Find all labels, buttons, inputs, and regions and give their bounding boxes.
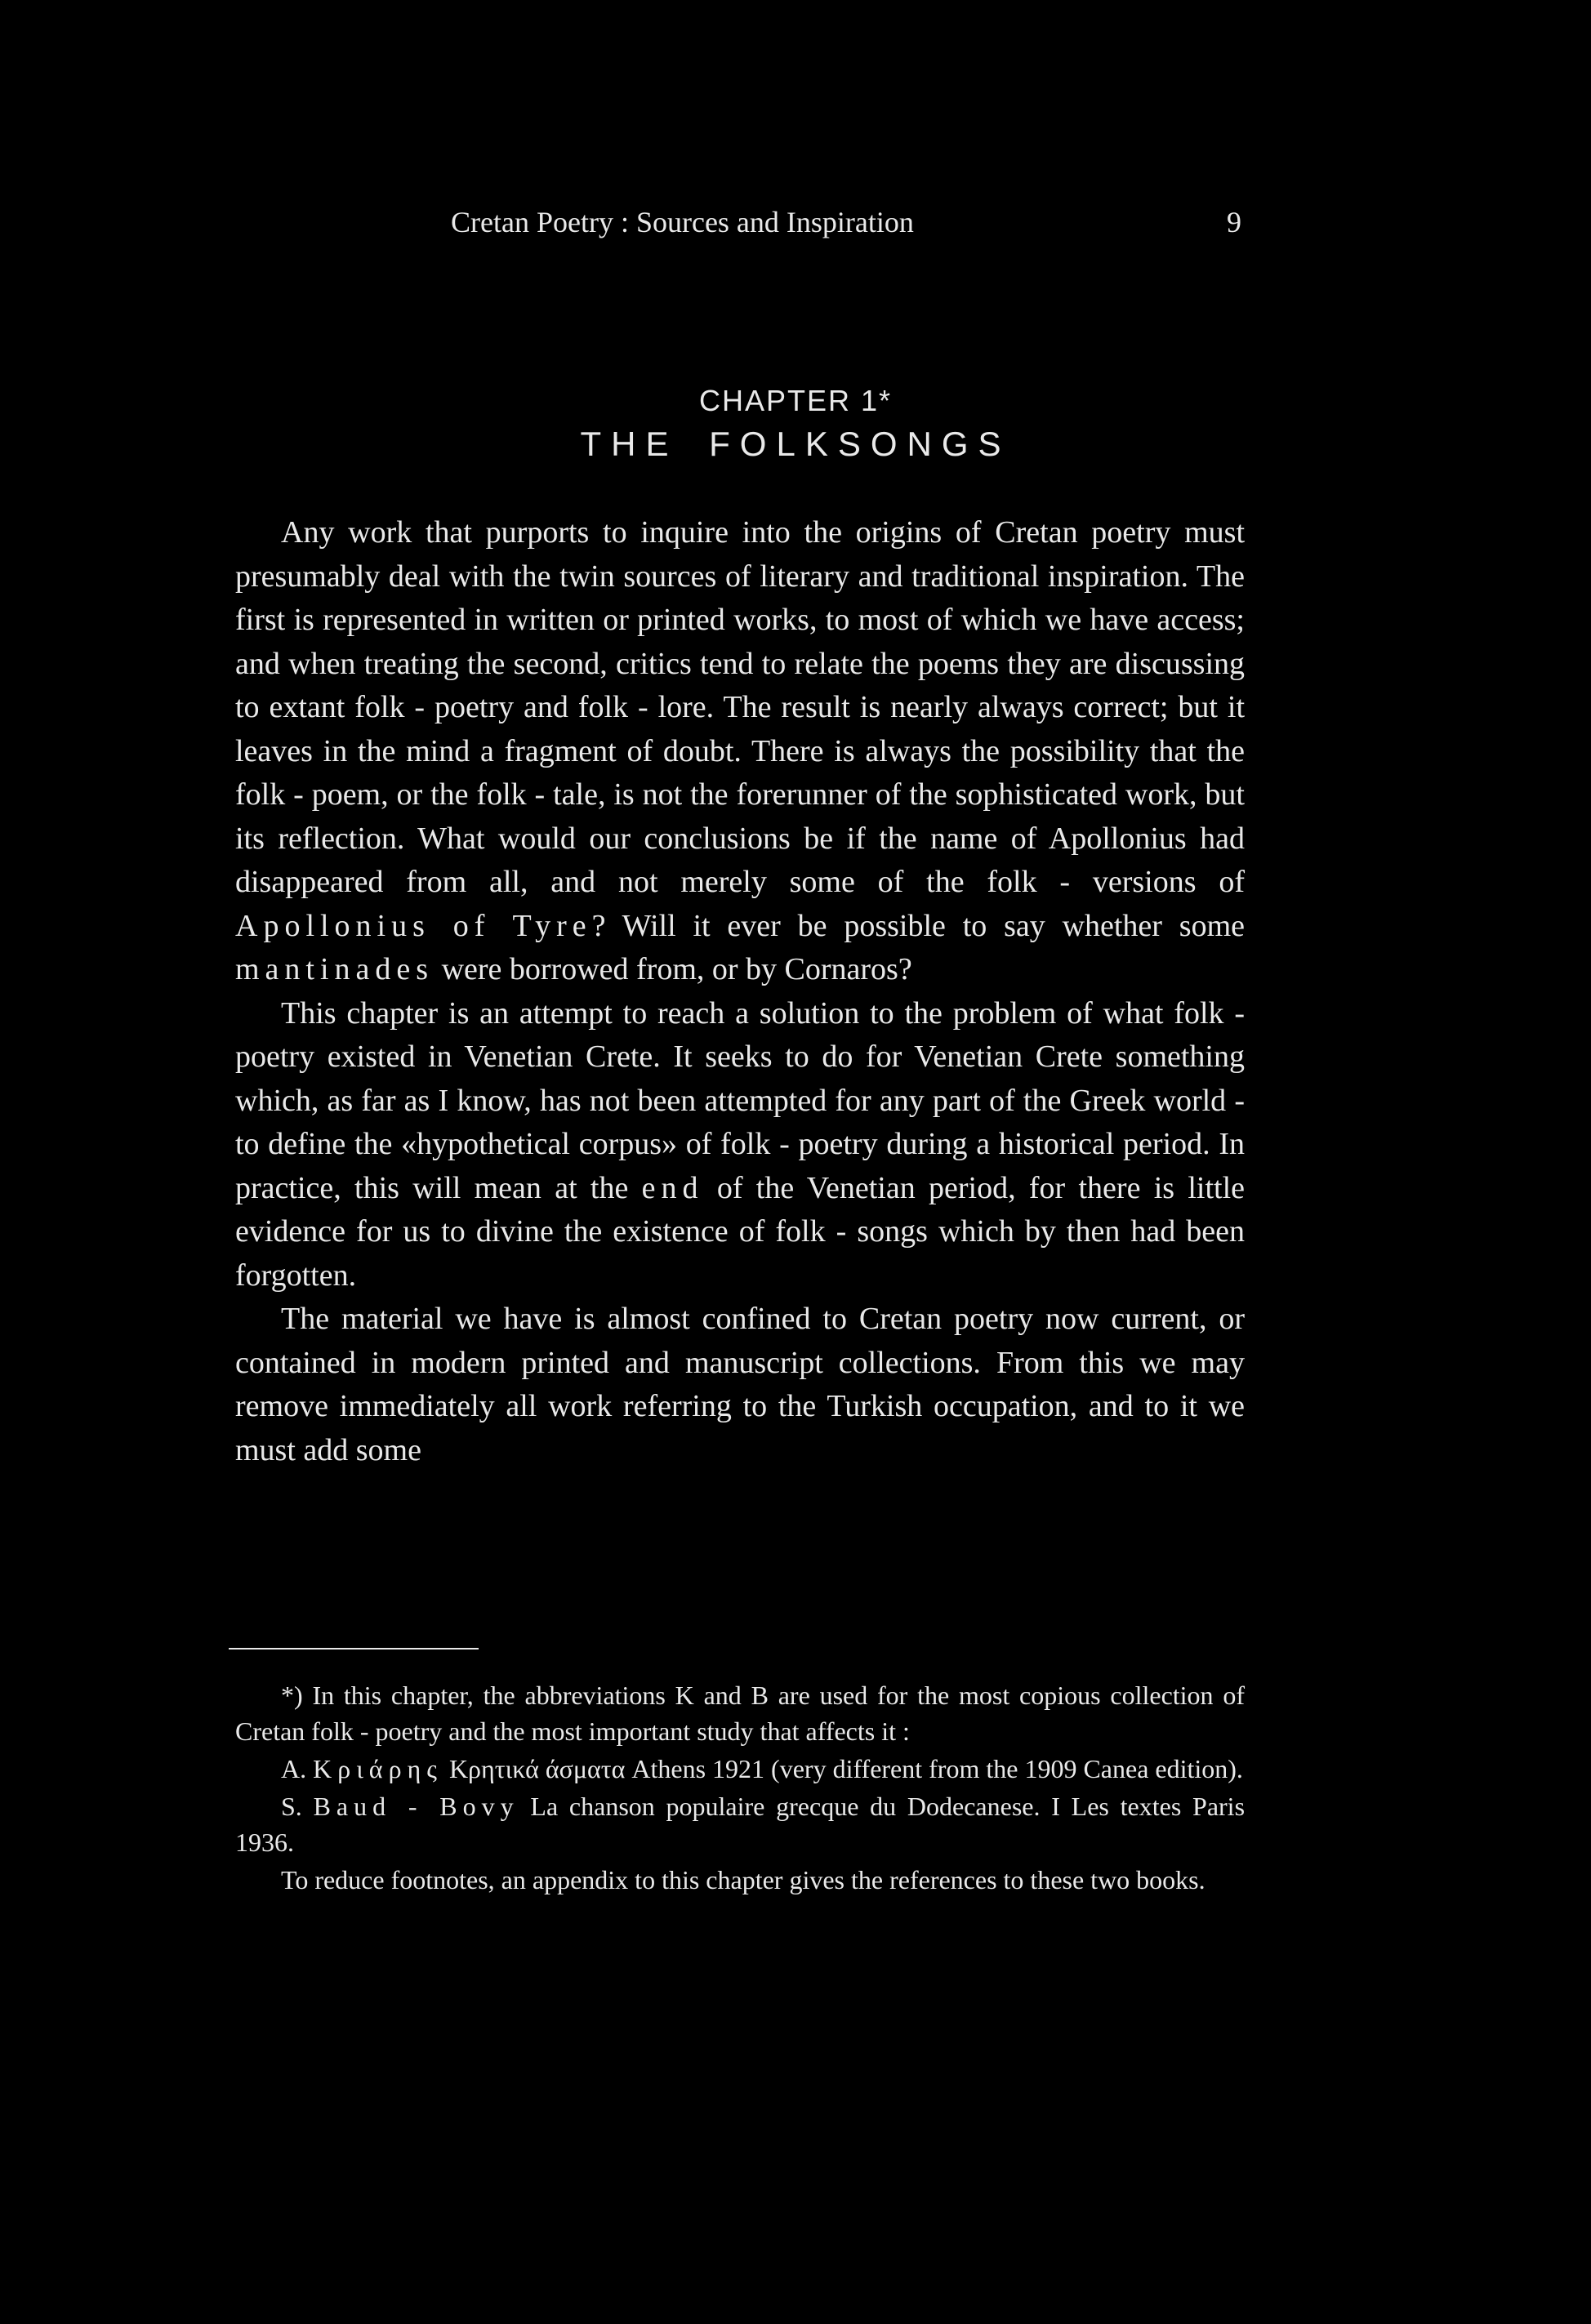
paragraph-3: The material we have is almost confined to Cretan poetry now current, or contained in modern printed and manuscript collections. From this we may remove immediately all work referring to the Turkish occupation, and to it we must add some <box>235 1302 1245 1467</box>
paragraph-1 <box>235 511 1245 992</box>
footnote-reference-b-prefix: S. <box>281 1792 302 1821</box>
footnote-reference-k-text: Kρητικά άσματα Athens 1921 (very different from the 1909 Canea edition). <box>448 1754 1243 1783</box>
emphasis-end: end <box>641 1170 704 1205</box>
emphasis-mantinades: mantinades <box>235 952 435 986</box>
paragraph-1-part-3: were borrowed from, or by Cornaros? <box>441 952 912 986</box>
footnote-reference-k-prefix: A. <box>281 1754 307 1783</box>
paragraph-2-part-2: of the Venetian period, for there is little evidence for us to divine the existence of folk - songs which by then had been forgotten. <box>235 1170 1246 1293</box>
page-number: 9 <box>1227 206 1241 238</box>
footnote-reference-k <box>235 1751 1245 1787</box>
footnote-reference-k-author: Kριάρης <box>313 1754 443 1783</box>
body-text <box>235 511 1245 1472</box>
footnote-note: To reduce footnotes, an appendix to this chapter gives the references to these two books. <box>281 1865 1206 1894</box>
paragraph-2-part-1: This chapter is an attempt to reach a solution to the problem of what folk - poetry existed in Venetian Crete. It seeks to do for Venetian Crete something which, as far as I know, has not been attempted for any part of the Greek world - to define the «hypothetical corpus» of folk - poetry during a historical period. In practice, this will mean at the <box>235 995 1245 1205</box>
footnote-reference-b <box>235 1788 1245 1860</box>
running-title: Cretan Poetry : Sources and Inspiration <box>451 206 914 238</box>
chapter-label: CHAPTER 1* <box>698 384 893 417</box>
paragraph-1-part-1: Any work that purports to inquire into the origins of Cretan poetry must presumably deal with the twin sources of literary and traditional inspiration. The first is represented in written or printed works, to most of which we have access; and when treating the second, critics tend to relate the poems they are discussing to extant folk - poetry and folk - lore. The result is nearly always correct; but it leaves in the mind a fragment of doubt. There is always the possibility that the folk - poem, or the folk - tale, is not the forerunner of the sophisticated work, but its reflection. What would our conclusions be if the name of Apollonius had disappeared from all, and not merely some of the folk - versions of <box>235 515 1245 899</box>
footnote-reference-b-text: La chanson populaire grecque du Dodecanese. I Les textes Paris 1936. <box>235 1792 1246 1857</box>
footnote-intro: *) In this chapter, the abbreviations K and B are used for the most copious collection of Cretan folk - poetry and the most important study that affects it : <box>235 1681 1245 1746</box>
footnote-reference-b-author: Baud - Bovy <box>313 1792 519 1821</box>
footnotes <box>235 1677 1245 1899</box>
emphasis-apollonius-of-tyre: Apollonius of Tyre <box>235 908 592 943</box>
footnote-divider <box>229 1648 479 1650</box>
chapter-title: THE FOLKSONGS <box>580 425 1011 463</box>
paragraph-2 <box>235 992 1245 1298</box>
paragraph-1-part-2: ? Will it ever be possible to say whether some <box>591 908 1245 943</box>
